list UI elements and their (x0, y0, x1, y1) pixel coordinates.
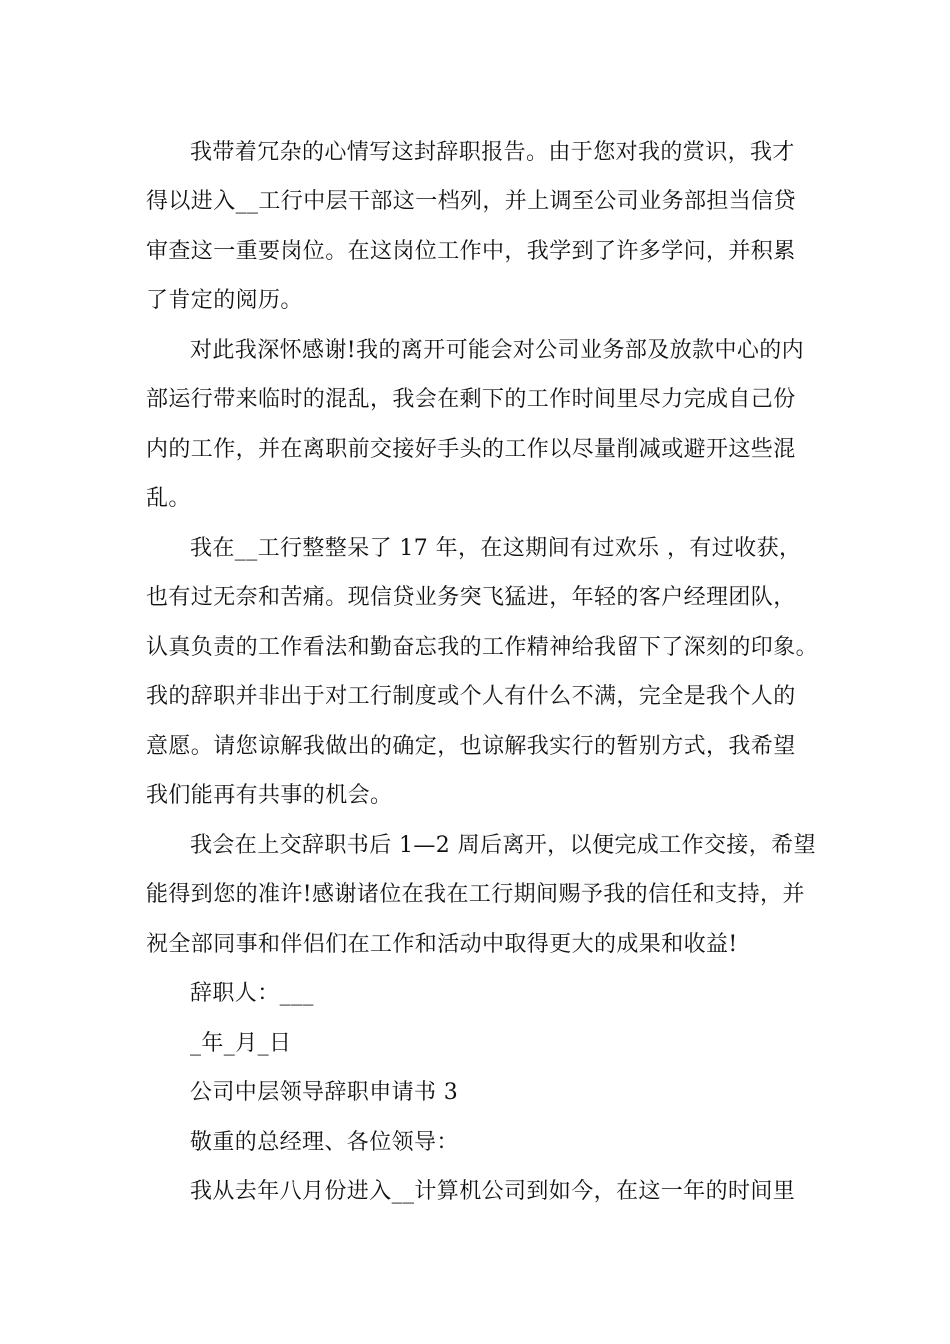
paragraph-4-line-3: 祝全部同事和伴侣们在工作和活动中取得更大的成果和收益! (146, 932, 738, 957)
paragraph-1-line-3: 审查这一重要岗位。在这岗位工作中，我学到了许多学问，并积累 (146, 239, 796, 264)
paragraph-5-line-1: 我从去年八月份进入__计算机公司到如今，在这一年的时间里 (190, 1179, 796, 1204)
section-title: 公司中层领导辞职申请书 3 (190, 1080, 459, 1105)
paragraph-3-line-2: 也有过无奈和苦痛。现信贷业务突飞猛进，年轻的客户经理团队， (146, 585, 796, 610)
paragraph-3-line-5: 意愿。请您谅解我做出的确定，也谅解我实行的暂别方式，我希望 (146, 734, 796, 759)
paragraph-1-line-1: 我带着冗杂的心情写这封辞职报告。由于您对我的赏识，我才 (190, 140, 795, 165)
salutation: 敬重的总经理、各位领导： (190, 1130, 459, 1155)
signature-line: 辞职人：___ (190, 981, 314, 1006)
paragraph-4-line-2: 能得到您的准许!感谢诸位在我在工行期间赐予我的信任和支持，并 (146, 882, 805, 907)
paragraph-2-line-3: 内的工作，并在离职前交接好手头的工作以尽量削减或避开这些混 (146, 437, 796, 462)
paragraph-3-line-4: 我的辞职并非出于对工行制度或个人有什么不满，完全是我个人的 (146, 684, 796, 709)
paragraph-3-line-6: 我们能再有共事的机会。 (146, 783, 393, 808)
paragraph-2-line-2: 部运行带来临时的混乱，我会在剩下的工作时间里尽力完成自己份 (146, 387, 796, 412)
paragraph-3-line-3: 认真负责的工作看法和勤奋忘我的工作精神给我留下了深刻的印象。 (146, 635, 819, 660)
paragraph-1-line-2: 得以进入__工行中层干部这一档列，并上调至公司业务部担当信贷 (146, 189, 797, 214)
paragraph-4-line-1: 我会在上交辞职书后 1—2 周后离开，以便完成工作交接，希望 (190, 833, 816, 858)
paragraph-2-line-4: 乱。 (146, 486, 191, 511)
paragraph-3-line-1: 我在__工行整整呆了 17 年，在这期间有过欢乐 ，有过收获， (190, 536, 802, 561)
date-line: _年_月_日 (190, 1031, 292, 1056)
paragraph-1-line-4: 了肯定的阅历。 (146, 288, 303, 313)
paragraph-2-line-1: 对此我深怀感谢!我的离开可能会对公司业务部及放款中心的内 (190, 338, 805, 363)
